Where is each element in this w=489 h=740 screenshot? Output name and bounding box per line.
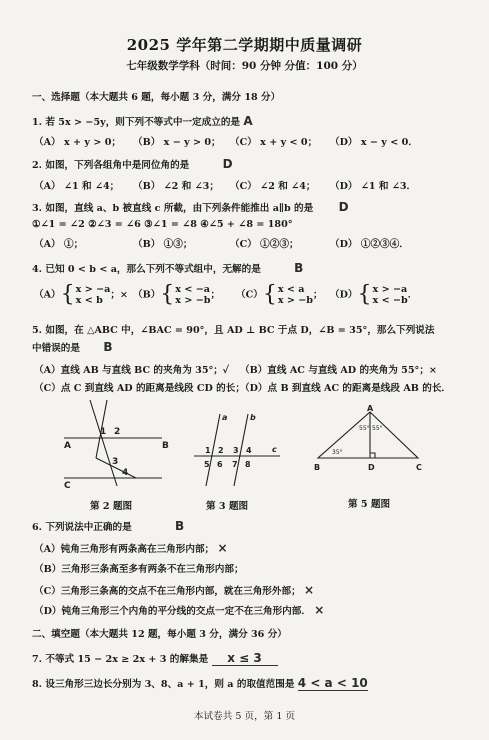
q2-option-d: （D） ∠1 和 ∠3． [330,181,417,192]
q6-handwritten-answer: B [175,519,185,533]
q4-handwritten-answer: B [294,261,304,275]
fig3-label-c: c [272,445,277,454]
fig3-angle-7: 7 [232,460,238,469]
fig5-angle-35: 35° [332,449,343,456]
fig5-label-d: D [368,463,375,472]
q3-option-a: （A） ①； [34,239,84,250]
q4-option-c: （C）{x < a x > −b； [236,282,323,307]
fig5-label-c: C [416,463,422,472]
q2-option-b: （B） ∠2 和 ∠3； [133,181,219,192]
page-footer: 本试卷共 5 页，第 1 页 [193,711,296,722]
fig5-angle-55-left: 55° [359,425,370,432]
fig2-angle-4: 4 [122,468,129,478]
fig2-angle-1: 1 [100,427,107,437]
q2-option-a: （A） ∠1 和 ∠4； [34,181,120,192]
q5-handwritten-answer: B [103,340,113,354]
q3-conditions: ①∠1 = ∠2 ②∠3 = ∠6 ③∠1 = ∠8 ④∠5 + ∠8 = 180° [32,219,293,230]
exam-subtitle: 七年级数学学科（时间：90 分钟 分值：100 分） [126,60,363,72]
q6-option-d: （D）钝角三角形三个内角的平分线的交点一定不在三角形内部． × [34,603,325,617]
fig3-angle-3: 3 [233,446,239,455]
q5-option-c: （C）点 C 到直线 AD 的距离是线段 CD 的长； [34,383,245,394]
q1-stem: 1. 若 5x > −5y，则下列不等式中一定成立的是 A [32,114,253,128]
q5-option-a: （A）直线 AB 与直线 BC 的夹角为 35°；✓ [34,365,230,376]
fig5-right-angle-mark [370,453,375,458]
q1-option-a: （A） x + y > 0； [34,137,121,148]
exam-title: 2025 学年第二学期期中质量调研 [126,36,363,54]
q4-option-b: （B）{x < −a x > −b； [133,282,221,307]
q4-option-d: （D）{x > −a x < −b． [330,282,418,307]
figure-q2-caption: 第 2 题图 [90,501,133,512]
q5-option-b: （B）直线 AC 与直线 AD 的夹角为 55°；× [240,365,437,376]
fig2-angle-3: 3 [112,457,119,467]
q3-stem: 3. 如图，直线 a、b 被直线 c 所截，由下列条件能推出 a∥b 的是 D [32,200,349,214]
q5-option-d: （D）点 B 到直线 AC 的距离是线段 AB 的长． [240,383,452,394]
fig3-angle-4: 4 [246,446,252,455]
fig3-angle-2: 2 [218,446,224,455]
q7-answer-blank: x ≤ 3 [212,652,278,666]
q6-option-c-mark: × [304,583,315,597]
q6-option-c: （C）三角形三条高的交点不在三角形内部，就在三角形外部； × [34,583,315,597]
q3-option-c: （C） ①②③； [230,239,299,250]
q6-option-a: （A）钝角三角形有两条高在三角形内部； × [34,541,228,555]
q2-handwritten-answer: D [222,157,233,171]
figure-q5 [312,404,424,476]
figure-q2 [62,398,170,490]
q6-option-d-mark: × [314,603,325,617]
fig3-angle-6: 6 [217,460,223,469]
fig3-label-a: a [222,413,228,422]
q3-handwritten-answer: D [338,200,349,214]
q1-handwritten-answer: A [243,114,253,128]
q6-option-b: （B）三角形三条高至多有两条不在三角形内部； [34,564,244,575]
q6-option-a-mark: × [217,541,228,555]
q5-stem-cont: 中错误的是 B [32,340,113,354]
q2-option-c: （C） ∠2 和 ∠4； [230,181,316,192]
q3-option-b: （B） ①③； [133,239,193,250]
q7-stem: 7. 不等式 15 − 2x ≥ 2x + 3 的解集是 x ≤ 3 [32,652,278,666]
q3-option-d: （D） ①②③④． [330,239,409,250]
fig5-label-a: A [367,404,374,413]
q1-option-d: （D） x − y < 0． [330,137,418,148]
fig2-angle-2: 2 [114,427,121,437]
q8-stem: 8. 设三角形三边长分别为 3、8、a + 1，则 a 的取值范围是 4 < a < 10 [32,676,368,690]
q2-stem: 2. 如图，下列各组角中是同位角的是 D [32,157,233,171]
q4-option-a: （A）{x > −a x < b ；× [34,282,128,307]
figure-q5-caption: 第 5 题图 [348,499,391,510]
fig2-label-a: A [64,441,71,451]
section-fill-heading: 二、填空题（本大题共 12 题，每小题 3 分，满分 36 分） [32,629,287,640]
q4-stem: 4. 已知 0 < b < a，那么下列不等式组中，无解的是 B [32,261,304,275]
q6-stem: 6. 下列说法中正确的是 B [32,519,185,533]
q8-answer-blank: 4 < a < 10 [297,676,368,690]
fig3-angle-5: 5 [204,460,210,469]
q5-stem: 5. 如图，在 △ABC 中，∠BAC = 90°，且 AD ⊥ BC 于点 D，∠B = 35°，那么下列说法 [32,325,435,336]
fig5-angle-55-right: 55° [372,425,383,432]
section-choice-heading: 一、选择题（本大题共 6 题，每小题 3 分，满分 18 分） [32,92,281,103]
q1-option-b: （B） x − y > 0； [133,137,221,148]
fig3-label-b: b [250,413,256,422]
fig2-label-b: B [162,441,169,451]
figure-q3 [192,410,282,490]
figure-q3-caption: 第 3 题图 [206,501,249,512]
fig2-transversal-1 [90,400,117,486]
fig5-label-b: B [314,463,321,472]
fig2-label-c: C [64,481,71,490]
fig3-angle-1: 1 [205,446,211,455]
q1-option-c: （C） x + y < 0； [230,137,318,148]
fig3-angle-8: 8 [245,460,251,469]
